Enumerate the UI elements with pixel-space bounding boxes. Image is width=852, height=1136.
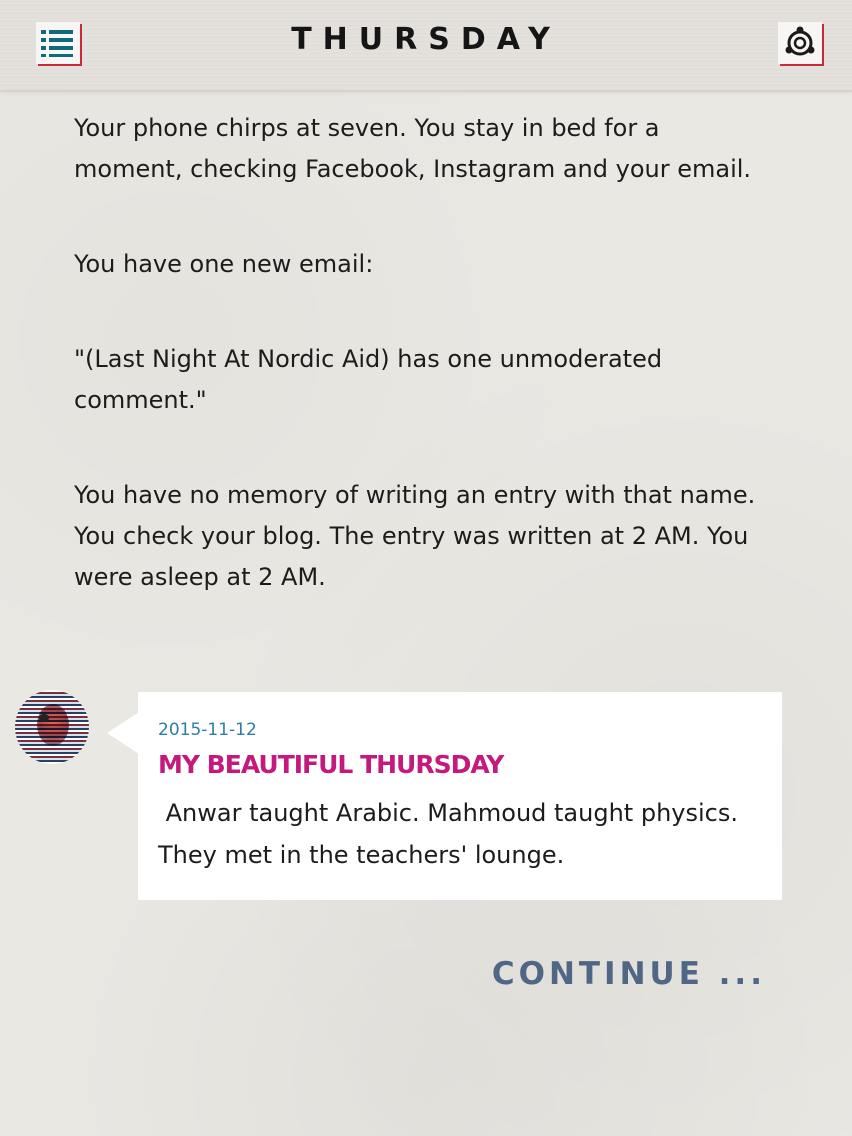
blog-post-card [138,692,782,900]
story-paragraph: You have one new email: [74,250,374,278]
avatar-face [37,704,69,746]
post-title: MY BEAUTIFUL THURSDAY [158,750,504,779]
page-title: THURSDAY [291,22,561,57]
story-paragraph: You have no memory of writing an entry with that name. You check your blog. The entry was written at 2 AM. You were asleep at 2 AM. [74,481,756,591]
avatar-eye [39,714,49,722]
speech-pointer [107,712,139,754]
top-bar [0,0,852,92]
post-body: Anwar taught Arabic. Mahmoud taught physics. They met in the teachers' lounge. [158,799,746,869]
story-text [74,108,774,652]
post-date: 2015-11-12 [158,720,257,740]
story-paragraph: Your phone chirps at seven. You stay in bed for a moment, checking Facebook, Instagram and your email. [74,114,752,183]
story-paragraph: "(Last Night At Nordic Aid) has one unmoderated comment." [74,345,663,414]
target-settings-icon [778,22,822,64]
avatar [15,690,89,764]
continue-button[interactable]: CONTINUE ... [491,956,766,992]
settings-button[interactable] [778,22,822,64]
